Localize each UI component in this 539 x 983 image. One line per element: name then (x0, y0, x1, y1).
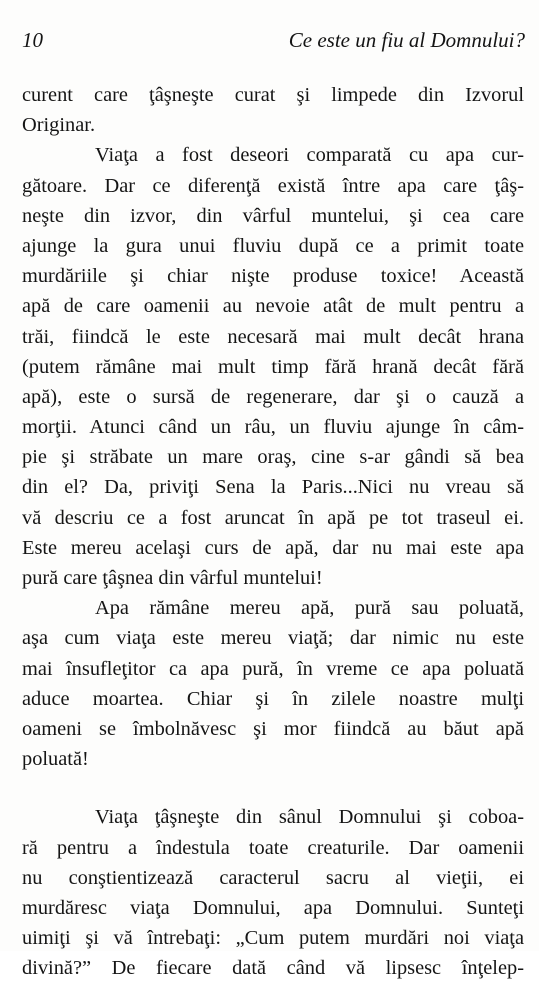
text-line: morţii. Atunci când un râu, un fluviu ajunge în câm- (22, 416, 524, 439)
text-line: ajunge la gura unui fluviu după ce a primit toate (22, 234, 524, 257)
text-line: neşte din izvor, din vârful muntelui, şi cea care (22, 204, 524, 227)
text-line: (putem rămâne mai mult timp fără hrană decât fără (22, 355, 524, 378)
text-line: Viaţa ţâşneşte din sânul Domnului şi coboa- (95, 806, 524, 829)
text-line: aşa cum viaţa este mereu viaţă; dar nimic nu este (22, 627, 524, 650)
paragraph (22, 593, 524, 774)
text-line: vă descriu ce a fost aruncat în apă pe tot traseul ei. (22, 506, 524, 529)
text-line: Este mereu acelaşi curs de apă, dar nu mai este apa (22, 536, 524, 559)
text-line: Originar. (22, 114, 96, 137)
text-line: murdăriile şi chiar nişte produse toxice! Această (22, 265, 524, 288)
text-line: pură care ţâşnea din vârful muntelui! (22, 567, 323, 589)
text-line: Apa rămâne mereu apă, pură sau poluată, (95, 597, 524, 620)
text-line: uimiţi şi vă întrebaţi: „Cum putem murdări noi viaţa (22, 927, 524, 950)
text-line: trăi, fiindcă le este necesară mai mult decât hrana (22, 325, 524, 348)
paragraph (22, 140, 524, 593)
text-line: curent care ţâşneşte curat şi limpede din Izvorul (22, 84, 524, 106)
text-line: nu conştientizează caracterul sacru al vieţii, ei (22, 866, 524, 889)
page-number: 10 (22, 28, 43, 52)
text-line: apă), este o sursă de regenerare, dar şi o cauză a (22, 385, 524, 408)
text-line: poluată! (22, 748, 89, 771)
running-title: Ce este un fiu al Domnului? (288, 28, 525, 52)
text-line: oameni se îmbolnăvesc şi mor fiindcă au băut apă (22, 717, 524, 740)
text-line: Viaţa a fost deseori comparată cu apa cur- (95, 144, 524, 167)
text-line: din el? Da, priviţi Sena la Paris...Nici nu vreau să (22, 476, 524, 499)
paragraph (22, 802, 524, 983)
text-line: mai însufleţitor ca apa pură, în vreme ce apa poluată (22, 657, 524, 680)
text-line: murdăresc viaţa Domnului, apa Domnului. Sunteţi (22, 896, 524, 919)
text-line: aduce moartea. Chiar şi în zilele noastre mulţi (22, 687, 524, 710)
text-line: gătoare. Dar ce diferenţă există între apa care ţâş- (22, 174, 524, 197)
page-header (22, 28, 525, 56)
text-line: apă de care oamenii au nevoie atât de mult pentru a (22, 295, 524, 318)
body-text (22, 80, 524, 983)
text-line: ră pentru a îndestula toate creaturile. Dar oamenii (22, 836, 524, 859)
paragraph (22, 80, 524, 140)
text-line: divină?” De fiecare dată când vă lipsesc înţelep- (22, 957, 524, 980)
text-line: pie şi străbate un mare oraş, cine s-ar gândi să bea (22, 446, 524, 469)
